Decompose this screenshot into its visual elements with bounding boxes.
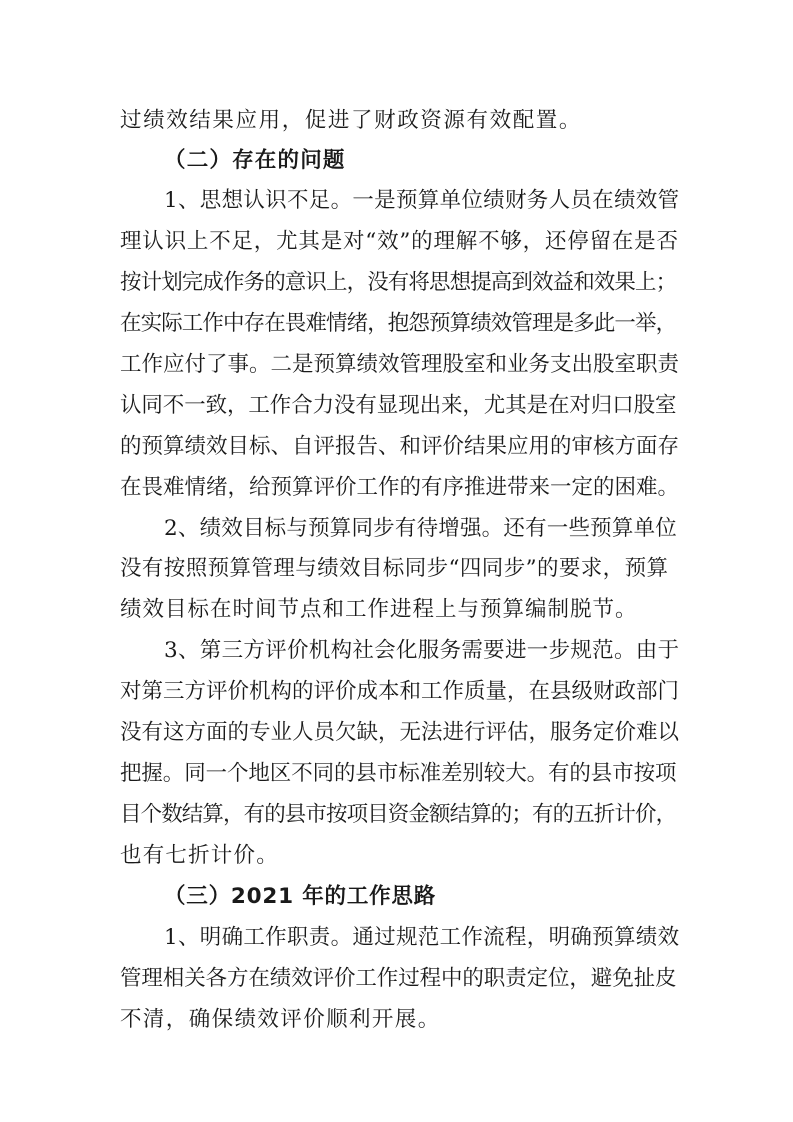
paragraph-line [0, 918, 793, 958]
paragraph-line [0, 754, 793, 794]
paragraph-line [0, 509, 793, 549]
paragraph-line [0, 222, 793, 262]
paragraph-line [0, 836, 793, 876]
line-text: 理认识上不足，尤其是对“效”的理解不够，还停留在是否 [120, 229, 679, 254]
line-text: 1、思想认识不足。一是预算单位绩财务人员在绩效管 [164, 188, 680, 213]
heading-text: （二）存在的问题 [164, 148, 346, 173]
line-text: 3、第三方评价机构社会化服务需要进一步规范。由于 [164, 638, 680, 663]
paragraph-line [0, 468, 793, 508]
paragraph-line [0, 427, 793, 467]
line-text: 管理相关各方在绩效评价工作过程中的职责定位，避免扯皮 [120, 966, 677, 991]
line-text: 的预算绩效目标、自评报告、和评价结果应用的审核方面存 [120, 434, 680, 459]
paragraph-line [0, 386, 793, 426]
paragraph-line [0, 590, 793, 630]
paragraph-line [0, 304, 793, 344]
section-heading-plan [0, 877, 793, 917]
line-text: 认同不一致，工作合力没有显现出来，尤其是在对归口股室 [120, 393, 677, 418]
paragraph-line [0, 959, 793, 999]
line-text: 目个数结算，有的县市按项目资金额结算的；有的五折计价， [120, 802, 677, 827]
line-text: 也有七折计价。 [120, 843, 279, 868]
line-text: 不清，确保绩效评价顺利开展。 [120, 1007, 441, 1032]
section-heading-issues [0, 141, 793, 181]
line-text: 过绩效结果应用，促进了财政资源有效配置。 [120, 108, 583, 133]
paragraph-line [0, 672, 793, 712]
line-text: 把握。同一个地区不同的县市标准差别较大。有的县市按项 [120, 761, 677, 786]
line-text: 对第三方评价机构的评价成本和工作质量，在县级财政部门 [120, 679, 680, 704]
paragraph-line [0, 549, 793, 589]
line-text: 在实际工作中存在畏难情绪，抱怨预算绩效管理是多此一举， [120, 311, 677, 336]
paragraph-line [0, 101, 793, 141]
line-text: 2、绩效目标与预算同步有待增强。还有一些预算单位 [164, 516, 677, 541]
paragraph-line [0, 263, 793, 303]
paragraph-line [0, 1000, 793, 1040]
line-text: 按计划完成作务的意识上，没有将思想提高到效益和效果上； [120, 270, 677, 295]
paragraph-line [0, 713, 793, 753]
line-text: 1、明确工作职责。通过规范工作流程，明确预算绩效 [164, 925, 680, 950]
line-text: 在畏难情绪，给预算评价工作的有序推进带来一定的困难。 [120, 475, 680, 500]
line-text: 工作应付了事。二是预算绩效管理股室和业务支出股室职责 [120, 352, 680, 377]
line-text: 没有这方面的专业人员欠缺，无法进行评估，服务定价难以 [120, 720, 680, 745]
line-text: 绩效目标在时间节点和工作进程上与预算编制脱节。 [120, 597, 638, 622]
paragraph-line [0, 345, 793, 385]
paragraph-line [0, 795, 793, 835]
paragraph-line [0, 631, 793, 671]
paragraph-line [0, 181, 793, 221]
line-text: 没有按照预算管理与绩效目标同步“四同步”的要求，预算 [120, 556, 669, 581]
heading-text: （三）2021 年的工作思路 [164, 884, 437, 909]
